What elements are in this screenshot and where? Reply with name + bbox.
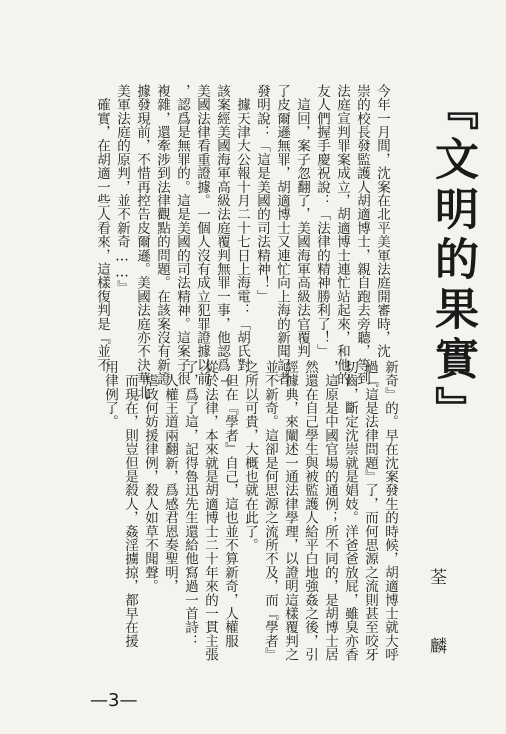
text-column: 美軍法庭的原判，並不新奇……』 bbox=[114, 84, 130, 295]
text-column: 據發現前，不惜再控告皮爾遜。美國法庭亦不決華北 bbox=[134, 84, 150, 400]
text-column: 崇的校長發監護人胡適博士，親自跑去旁聽，等到 bbox=[354, 84, 370, 386]
text-column: 這回，案子忽翻了，美國海軍高級法官覆判 bbox=[294, 84, 310, 358]
author: 荃 麟 bbox=[426, 568, 446, 670]
text-column: 據天津大公報十月二十七日上海電：「胡氏對 bbox=[234, 84, 250, 372]
title: 『文明的果實』 bbox=[427, 86, 478, 436]
text-column: 該案經美國海軍高級法庭覆判無罪一事，他認爲『 bbox=[214, 84, 230, 386]
text-column: ，認爲是無罪的。這是美國的司法精神。這案子很 bbox=[174, 84, 190, 386]
text-column: 了，爲了這，記得魯迅先生還給他寫過一首詩： bbox=[182, 360, 198, 648]
text-column: 新奇』的。早在沈案發生的時候，胡適博士就大呼 bbox=[382, 360, 398, 662]
page-number: —3— bbox=[90, 690, 138, 711]
text-column: 複雜，還牽涉到法律觀點的問題。在該案沒有新證 bbox=[154, 84, 170, 386]
text-column: 之所以可貴，大概也就在此了。 bbox=[242, 360, 258, 552]
text-column: 過『這是法律問題』了，而何思源之流則甚至咬牙 bbox=[362, 360, 378, 662]
text-column: 用律例了。 bbox=[102, 360, 118, 429]
text-column: 美國法律看重證據。一個人沒有成立犯罪證據以前 bbox=[194, 84, 210, 386]
text-column: 發明說：「這是美國的司法精神！」 bbox=[254, 84, 270, 304]
text-column: 確實，在胡適一些人看來，這樣復判是『並不 bbox=[94, 84, 110, 372]
text-column: 並不新奇。這卻是何思源之流所不及，而『學者』 bbox=[262, 360, 278, 662]
text-column: 從於法律，本來就是胡適博士二十年來的一貫主張 bbox=[202, 360, 218, 662]
text-column: 了皮爾遜無罪，胡適博士又連忙向上海的新聞記者 bbox=[274, 84, 290, 386]
text-column: ，這原是中國官場的通例；所不同的，是胡博士居 bbox=[322, 360, 338, 662]
text-column: 法庭宣判罪案成立，胡適博士連忙站起來，和他的 bbox=[334, 84, 350, 386]
text-column: 今年一月間，沈案在北平美軍法庭開審時，沈 bbox=[374, 84, 390, 358]
text-column: 而現在，則豈但是殺人，姦淫擄掠，都早在援 bbox=[122, 360, 138, 648]
text-column: 但在『學者』自己，這也並不算新奇，人權服 bbox=[222, 360, 238, 648]
text-column: 然還在自己學生與被監護人給平白地強姦之後，引 bbox=[302, 360, 318, 662]
text-column: 切齒，斷定沈崇就是娼妓。洋爸爸放屁，雖臭亦香 bbox=[342, 360, 358, 662]
text-column: 經據典，來闡述一通法律學理，以證明這樣覆判之 bbox=[282, 360, 298, 662]
text-column: 虐政何妨援律例，殺人如草不聞聲。 bbox=[142, 360, 158, 593]
text-column: 人權王道兩翻新，爲感君恩奏聖明， bbox=[162, 360, 178, 593]
text-column: 友人們握手慶祝說：「法律的精神勝利了！」 bbox=[314, 84, 330, 358]
